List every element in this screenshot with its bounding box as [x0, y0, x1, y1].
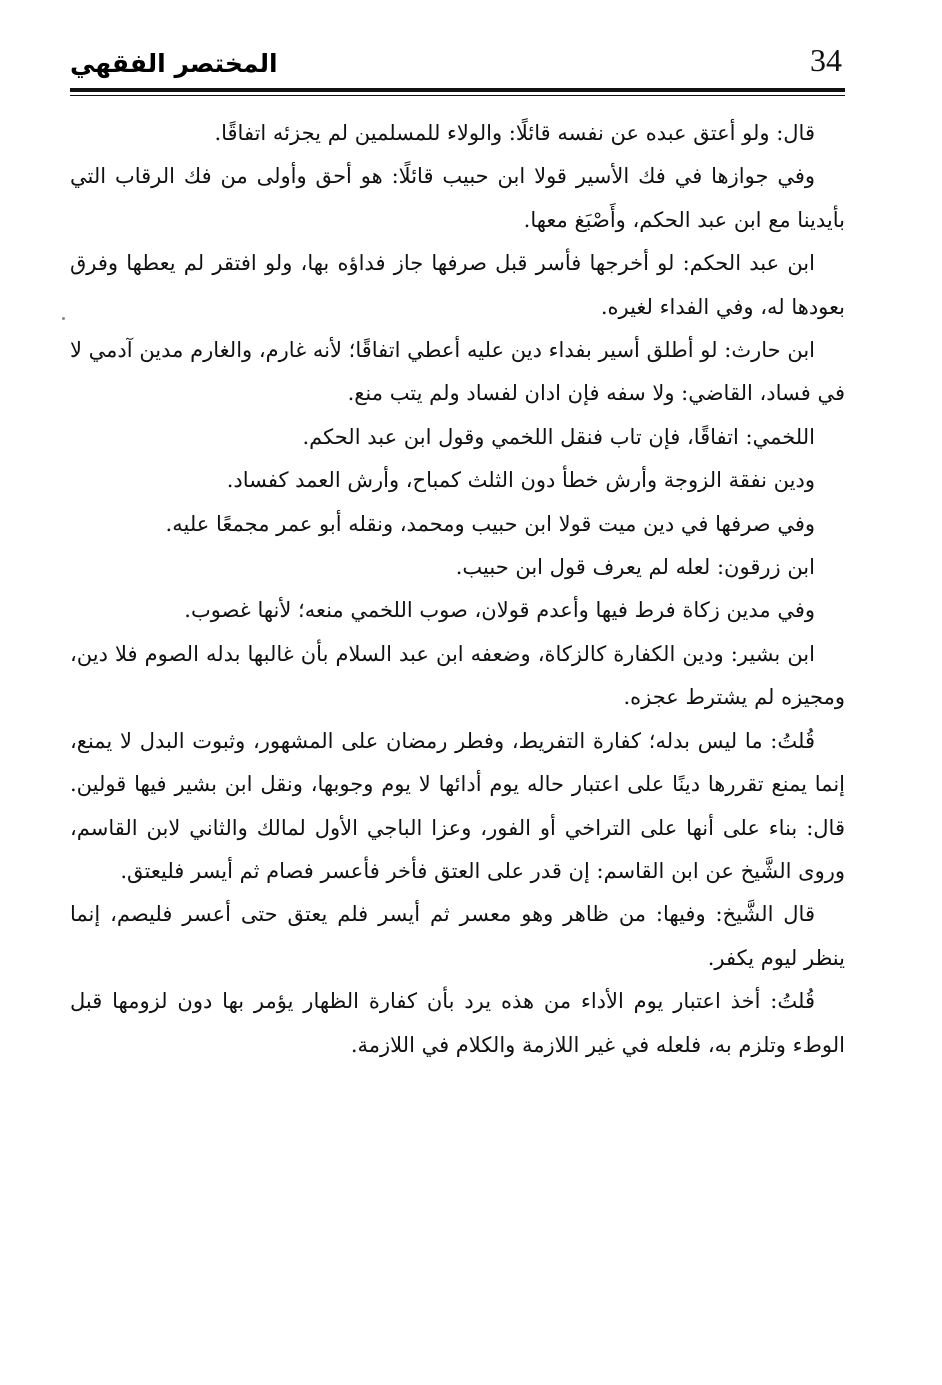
body-text — [70, 112, 845, 1067]
paragraph: وفي جوازها في فك الأسير قولا ابن حبيب قائلًا: هو أحق وأولى من فك الرقاب التي بأيدينا مع ابن عبد الحكم، وأَصْبَغ معها. — [70, 164, 845, 232]
header-rule-thin — [70, 95, 845, 96]
paragraph: قال الشَّيخ: وفيها: من ظاهر وهو معسر ثم أيسر فلم يعتق حتى أعسر فليصم، إنما ينظر ليوم يكفر. — [70, 902, 845, 970]
page-header — [70, 36, 845, 92]
paragraph: قُلتُ: ما ليس بدله؛ كفارة التفريط، وفطر رمضان على المشهور، وثبوت البدل لا يمنع، إنما يمنع تقررها دينًا على اعتبار حاله يوم أدائها لا يوم وجوبها، ونقل ابن بشير فيها قولين. قال: بناء على أنها على التراخي أو الفور، وعزا الباجي الأول لمالك والثاني لابن القاسم، وروى الشَّيخ عن ابن القاسم: إن قدر على العتق فأخر فأعسر فصام ثم أيسر فليعتق. — [70, 728, 845, 883]
paragraph: ابن عبد الحكم: لو أخرجها فأسر قبل صرفها جاز فداؤه بها، ولو افتقر لم يعطها وفرق بعودها له، وفي الفداء لغيره. — [70, 251, 845, 319]
paragraph: اللخمي: اتفاقًا، فإن تاب فنقل اللخمي وقول ابن عبد الحكم. — [302, 424, 815, 449]
header-rule-thick — [70, 88, 845, 92]
paragraph: وفي مدين زكاة فرط فيها وأعدم قولان، صوب اللخمي منعه؛ لأنها غصوب. — [184, 598, 815, 623]
paragraph: وفي صرفها في دين ميت قولا ابن حبيب ومحمد، ونقله أبو عمر مجمعًا عليه. — [165, 511, 815, 536]
paragraph: ودين نفقة الزوجة وأرش خطأ دون الثلث كمباح، وأرش العمد كفساد. — [226, 468, 815, 493]
margin-speck — [62, 317, 65, 320]
page-number: 34 — [810, 42, 842, 78]
paragraph: ابن زرقون: لعله لم يعرف قول ابن حبيب. — [455, 555, 815, 580]
paragraph: قُلتُ: أخذ اعتبار يوم الأداء من هذه يرد بأن كفارة الظهار يؤمر بها دون لزومها قبل الوطء وتلزم به، فلعله في غير اللازمة والكلام في اللازمة. — [70, 989, 845, 1057]
paragraph: ابن بشير: ودين الكفارة كالزكاة، وضعفه ابن عبد السلام بأن غالبها بدله الصوم فلا دين، ومجيزه لم يشترط عجزه. — [70, 641, 845, 710]
paragraph: قال: ولو أعتق عبده عن نفسه قائلًا: والولاء للمسلمين لم يجزئه اتفاقًا. — [214, 121, 815, 145]
paragraph: ابن حارث: لو أطلق أسير بفداء دين عليه أعطي اتفاقًا؛ لأنه غارم، والغارم مدين آدمي لا في فساد، القاضي: ولا سفه فإن ادان لفساد ولم يتب منع. — [70, 338, 845, 406]
running-title: المختصر الفقهي — [70, 49, 278, 78]
